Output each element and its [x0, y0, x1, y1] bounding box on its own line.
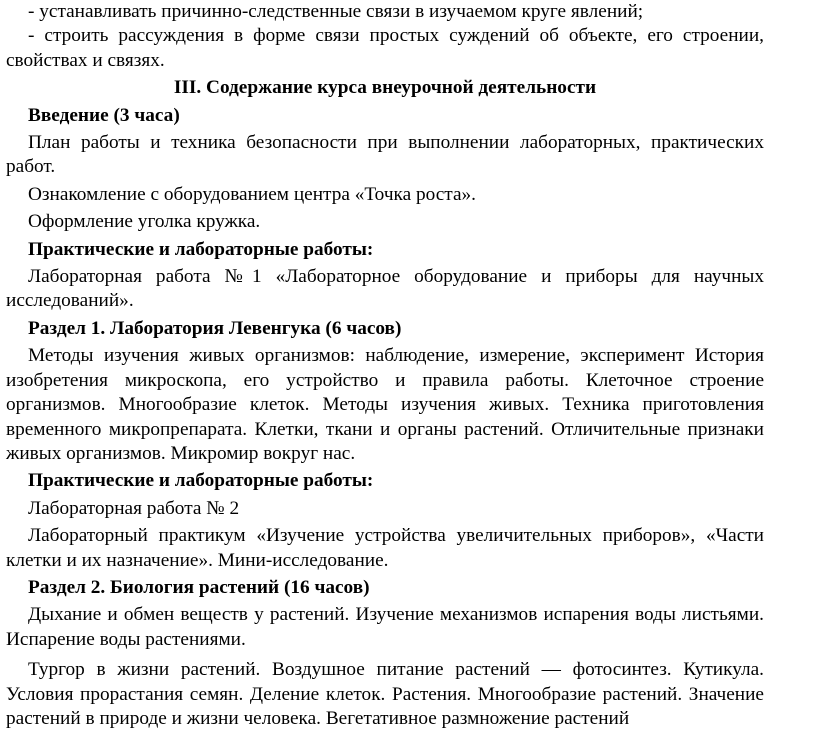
paragraph-corner: Оформление уголка кружка.	[28, 211, 261, 233]
heading-practical-works-1: Практические и лабораторные работы:	[28, 238, 374, 260]
heading-section-1: Раздел 1. Лаборатория Левенгука (6 часов)	[28, 317, 402, 339]
paragraph-equipment: Ознакомление с оборудованием центра «Точка роста».	[28, 183, 476, 205]
document-page	[6, 0, 764, 731]
paragraph-lab-practicum: Лабораторный практикум «Изучение устройства увеличительных приборов», «Части клетки и их назначение». Мини-исследование.	[6, 525, 764, 571]
paragraph-causal-links: - устанавливать причинно-следственные связи в изучаемом круге явлений;	[28, 1, 644, 22]
paragraph-reasoning: - строить рассуждения в форме связи простых суждений об объекте, его строении, свойствах и связях.	[6, 25, 764, 71]
paragraph-work-plan: План работы и техника безопасности при выполнении лабораторных, практических работ.	[6, 132, 764, 178]
heading-introduction: Введение (3 часа)	[28, 104, 180, 126]
paragraph-section-1-methods: Методы изучения живых организмов: наблюдение, измерение, эксперимент История изобретения микроскопа, его устройство и правила работы. Клеточное строение организмов. Многообразие клеток. Методы изучения живых. Техника приготовления временного микропрепарата. Клетки, ткани и органы растений. Отличительные признаки живых организмов. Микромир вокруг нас.	[6, 345, 764, 464]
paragraph-turgor: Тургор в жизни растений. Воздушное питание растений — фотосинтез. Кутикула. Условия прорастания семян. Деление клеток. Растения. Многообразие растений. Значение растений в природе и жизни человека. Вегетативное размножение растений	[6, 659, 764, 729]
section-heading-content: III. Содержание курса внеурочной деятельности	[173, 77, 597, 99]
heading-section-2: Раздел 2. Биология растений (16 часов)	[28, 576, 370, 598]
heading-practical-works-2: Практические и лабораторные работы:	[28, 470, 374, 492]
paragraph-respiration: Дыхание и обмен веществ у растений. Изучение механизмов испарения воды листьями. Испарение воды растениями.	[6, 604, 764, 650]
paragraph-lab-work-2: Лабораторная работа № 2	[28, 497, 240, 519]
paragraph-lab-work-1: Лабораторная работа №1 «Лабораторное оборудование и приборы для научных исследований».	[6, 266, 764, 312]
